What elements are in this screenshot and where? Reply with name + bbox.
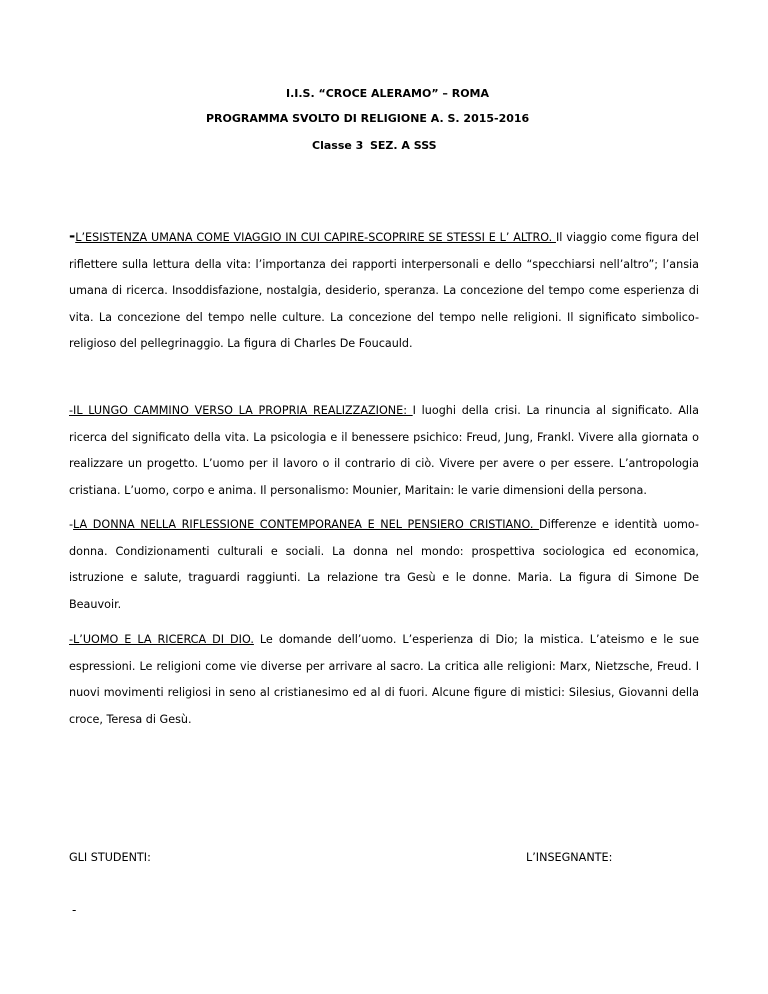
section-god bbox=[69, 627, 699, 733]
section-prefix: - bbox=[69, 518, 74, 531]
section-prefix: - bbox=[69, 227, 76, 245]
teacher-signature-label: L’INSEGNANTE: bbox=[526, 851, 613, 864]
program-title: PROGRAMMA SVOLTO DI RELIGIONE A. S. 2015-2016 bbox=[206, 112, 530, 125]
section-path bbox=[69, 398, 699, 504]
section-title: L’ESISTENZA UMANA COME VIAGGIO IN CUI CAPIRE-SCOPRIRE SE STESSI E L’ ALTRO. bbox=[75, 231, 556, 244]
section-title: -IL LUNGO CAMMINO VERSO LA PROPRIA REALIZZAZIONE: bbox=[69, 404, 413, 417]
section-body: Le domande dell’uomo. L’esperienza di Dio; la mistica. L’ateismo e le sue espressioni. Le religioni come vie diverse per arrivare al sacro. La critica alle religioni: Marx, Nietzsche, Freud. I nuovi movimenti religiosi in seno al cristianesimo ed al di fuori. Alcune figure di mistici: Silesius, Giovanni della croce, Teresa di Gesù. bbox=[69, 633, 699, 726]
section-body: Il viaggio come figura del riflettere sulla lettura della vita: l’importanza dei rapporti interpersonali e dello “specchiarsi nell’altro”; l’ansia umana di ricerca. Insoddisfazione, nostalgia, desiderio, speranza. La concezione del tempo come esperienza di vita. La concezione del tempo nelle culture. La concezione del tempo nelle religioni. Il significato simbolico-religioso del pellegrinaggio. La figura di Charles De Foucauld. bbox=[69, 231, 699, 350]
section-woman bbox=[69, 512, 699, 618]
section-title: LA DONNA NELLA RIFLESSIONE CONTEMPORANEA E NEL PENSIERO CRISTIANO. bbox=[73, 518, 540, 531]
school-title: I.I.S. “CROCE ALERAMO” – ROMA bbox=[286, 87, 490, 100]
students-signature-label: GLI STUDENTI: bbox=[69, 851, 151, 864]
section-body: Differenze e identità uomo-donna. Condizionamenti culturali e sociali. La donna nel mondo: prospettiva sociologica ed economica, istruzione e salute, traguardi raggiunti. La relazione tra Gesù e le donne. Maria. La figura di Simone De Beauvoir. bbox=[69, 518, 699, 611]
section-body: I luoghi della crisi. La rinuncia al significato. Alla ricerca del significato della vita. La psicologia e il benessere psichico: Freud, Jung, Frankl. Vivere alla giornata o realizzare un progetto. L’uomo per il lavoro o il contrario di ciò. Vivere per avere o per essere. L’antropologia cristiana. L’uomo, corpo e anima. Il personalismo: Mounier, Maritain: le varie dimensioni della persona. bbox=[69, 404, 699, 497]
section-existence bbox=[69, 223, 699, 358]
section-label: SEZ. A SSS bbox=[370, 139, 437, 152]
signature-dash: - bbox=[72, 903, 77, 917]
section-title: -L’UOMO E LA RICERCA DI DIO. bbox=[69, 633, 254, 646]
class-label: Classe 3 bbox=[312, 139, 364, 152]
